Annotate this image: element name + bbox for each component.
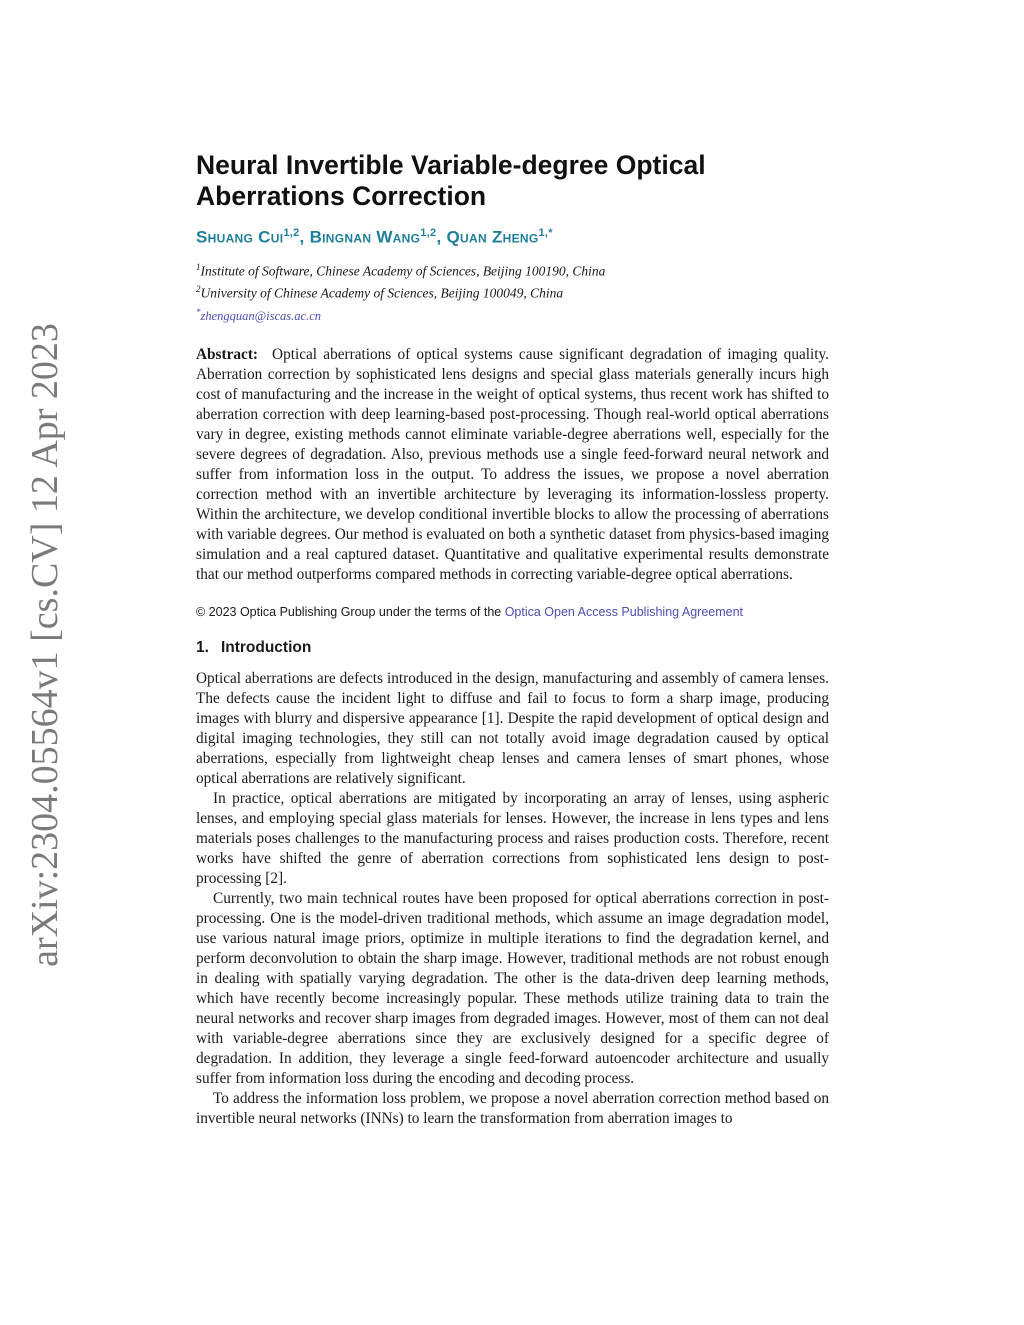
paragraph: In practice, optical aberrations are mitigated by incorporating an array of lenses, using aspheric lenses, and employing special glass materials for lenses. However, the increase in lens types and lens materials poses challenges to the manufacturing process and raises production costs. Therefore, recent works have shifted the genre of aberration corrections from sophisticated lens design to post-processing [2].: [196, 789, 829, 887]
author-list: Shuang Cui$^{1,2}$, Bingnan Wang$^{1,2}$, Quan Zheng$^{1,*}$: [196, 227, 553, 247]
author-affiliation-mark: 1,2: [420, 227, 437, 239]
publishing-agreement-link[interactable]: Optica Open Access Publishing Agreement: [504, 604, 744, 619]
copyright-notice: © 2023 Optica Publishing Group under the terms of the Optica Open Access Publishing Agreement: [196, 604, 744, 619]
paper-first-page: [196, 150, 829, 1129]
corresponding-email[interactable]: *zhengquan@iscas.ac.cn: [196, 306, 322, 323]
affiliation: $^2$University of Chinese Academy of Sciences, Beijing 100049, China: [196, 284, 564, 301]
affiliation: $^1$Institute of Software, Chinese Academy of Sciences, Beijing 100190, China: [196, 261, 606, 279]
abstract-label: Abstract:: [196, 345, 259, 363]
author-affiliation-mark: 1,2: [283, 227, 300, 239]
section-title: Introduction: [220, 638, 312, 656]
title-line-1: Neural Invertible Variable-degree Optical: [196, 150, 706, 180]
paragraph: Currently, two main technical routes have been proposed for optical aberrations correction in post-processing. One is the model-driven traditional methods, which assume an image degradation model, use various natural image priors, optimize in multiple iterations to find the degradation kernel, and perform deconvolution to obtain the sharp image. However, traditional methods are not robust enough in dealing with spatially varying degradation. The other is the data-driven deep learning methods, which have recently become increasingly popular. These methods utilize training data to train the neural networks and recover sharp images from degraded images. However, most of them can not deal with variable-degree aberrations since they are exclusively designed for a specific degree of degradation. In addition, they leverage a single feed-forward autoencoder architecture and usually suffer from information loss during the encoding and decoding process.: [196, 889, 829, 1087]
abstract-text: Optical aberrations of optical systems cause significant degradation of imaging quality. Aberration correction by sophisticated lens designs and special glass materials generally incurs high cost of manufacturing and the increase in the weight of optical systems, thus recent work has shifted to aberration correction with deep learning-based post-processing. Though real-world optical aberrations vary in degree, existing methods cannot eliminate variable-degree aberrations well, especially for the severe degrees of degradation. Also, previous methods use a single feed-forward neural network and suffer from information loss in the output. To address the issues, we propose a novel aberration correction method with an invertible architecture by leveraging its information-lossless property. Within the architecture, we develop conditional invertible blocks to allow the processing of aberrations with variable degrees. Our method is evaluated on both a synthetic dataset from physics-based imaging simulation and a real captured dataset. Quantitative and qualitative experimental results demonstrate that our method outperforms compared methods in correcting variable-degree optical aberrations.: [196, 345, 829, 583]
section-number: 1.: [196, 638, 209, 656]
introduction-body: [196, 669, 829, 1129]
arxiv-identifier: arXiv:2304.05564v1 [cs.CV] 12 Apr 2023: [24, 323, 66, 967]
section-heading-introduction: [196, 639, 829, 657]
paper-title: [196, 150, 829, 212]
paragraph: Optical aberrations are defects introduced in the design, manufacturing and assembly of camera lenses. The defects cause the incident light to diffuse and fail to focus to form a sharp image, producing images with blurry and dispersive appearance [1]. Despite the rapid development of optical design and digital imaging technologies, they still can not totally avoid image degradation caused by optical aberrations, especially from lightweight cheap lenses and camera lenses of smart phones, whose optical aberrations are relatively significant.: [196, 669, 829, 787]
affiliations: [196, 258, 829, 325]
author-name: Shuang Cui: [196, 227, 284, 247]
abstract: [196, 345, 829, 585]
author-name: Bingnan Wang: [309, 227, 421, 247]
title-line-2: Aberrations Correction: [196, 181, 487, 211]
author-name: Quan Zheng: [446, 227, 539, 247]
paragraph: To address the information loss problem, we propose a novel aberration correction method based on invertible neural networks (INNs) to learn the transformation from aberration images to: [196, 1089, 829, 1127]
author-affiliation-mark: 1,*: [538, 227, 553, 239]
